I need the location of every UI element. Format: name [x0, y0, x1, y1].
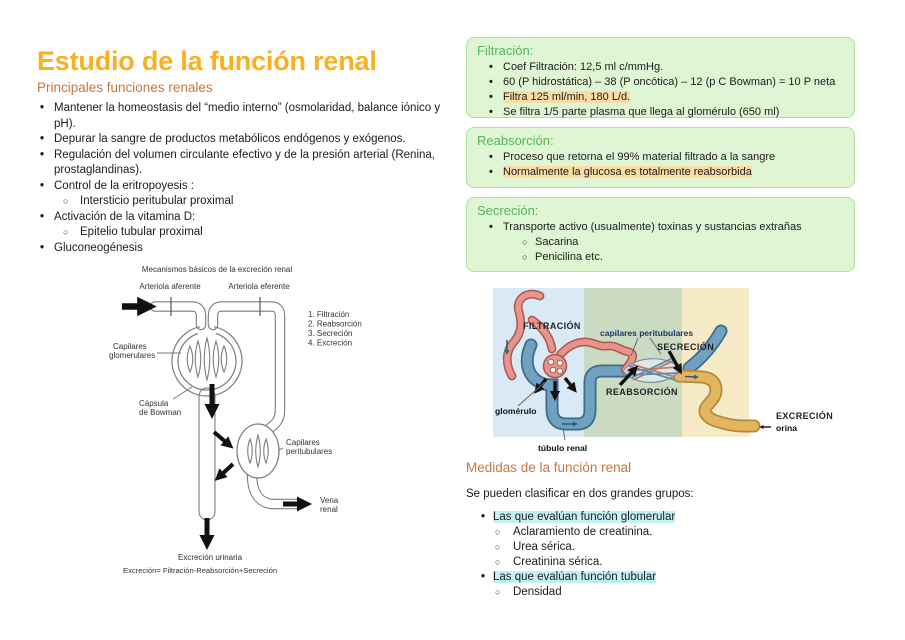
svg-text:4. Excreción: 4. Excreción	[308, 338, 353, 348]
svg-text:Capilares: Capilares	[113, 342, 147, 351]
info-box-reabsorcion	[466, 127, 855, 188]
label-arteriola-aferente: Arteriola aferente	[139, 282, 201, 291]
label-capilares-glomerulares	[109, 342, 155, 360]
glomerulus	[544, 355, 567, 378]
svg-text:renal: renal	[320, 505, 338, 514]
label-excrecion: EXCRECIÓN	[776, 411, 834, 421]
list-subitem: ○ Intersticio peritubular proximal	[40, 194, 452, 210]
svg-text:Capilares: Capilares	[286, 438, 320, 447]
list-item: • Proceso que retorna el 99% material filtrado a la sangre	[489, 150, 844, 165]
measures-list	[480, 510, 860, 600]
label-tubulo-renal: túbulo renal	[538, 443, 588, 453]
tube-cores	[155, 307, 299, 505]
list-item: • Gluconeogénesis	[40, 241, 452, 257]
svg-text:3. Secreción: 3. Secreción	[308, 329, 353, 338]
label-filtracion: FILTRACIÓN	[523, 321, 581, 331]
right-diagram-nefrona-color	[490, 285, 890, 460]
excretion-formula: Excreción= Filtración-Reabsorción+Secreción	[123, 566, 278, 575]
label-capsula-bowman	[139, 399, 181, 417]
label-capilares-peritubulares: capilares peritubulares	[600, 328, 694, 338]
list-item: • Transporte activo (usualmente) toxinas y sustancias extrañas	[489, 220, 844, 235]
label-orina: orina	[776, 423, 798, 433]
svg-text:peritubulares: peritubulares	[286, 447, 333, 456]
list-item: • Depurar la sangre de productos metabólicos endógenos y exógenos.	[40, 132, 452, 148]
page-title: Estudio de la función renal	[37, 46, 377, 77]
box-title: Secreción:	[477, 203, 539, 218]
box-title: Filtración:	[477, 43, 534, 58]
list-item-highlighted: • Las que evalúan función glomerular	[480, 510, 860, 525]
list-subitem: ○ Urea sérica.	[480, 540, 860, 555]
svg-text:de Bowman: de Bowman	[139, 408, 182, 417]
list-item: • Activación de la vitamina D:	[40, 210, 452, 226]
info-box-filtracion	[466, 37, 855, 118]
left-diagram-excrecion-renal	[95, 258, 425, 588]
left-diagram-title: Mecanismos básicos de la excreción renal	[141, 265, 293, 274]
label-glomerulo: glomérulo	[495, 406, 537, 416]
label-capilares-peritubulares	[286, 438, 332, 456]
measures-intro-text: Se pueden clasificar en dos grandes grupos:	[466, 488, 694, 500]
list-subitem: ○ Epitelio tubular proximal	[40, 225, 452, 241]
list-item: • Se filtra 1/5 parte plasma que llega al glomérulo (650 ml)	[489, 105, 844, 120]
steps-list	[308, 310, 362, 348]
svg-text:1. Filtración: 1. Filtración	[308, 310, 350, 319]
svg-text:2. Reabsorción: 2. Reabsorción	[308, 319, 362, 329]
section-heading-funciones: Principales funciones renales	[37, 80, 213, 95]
section-heading-medidas: Medidas de la función renal	[466, 460, 632, 475]
renal-functions-list	[40, 101, 452, 256]
label-excrecion-urinaria: Excreción urinaria	[177, 553, 243, 562]
peritubular-capillaries	[237, 424, 279, 478]
label-vena-renal	[320, 496, 339, 514]
list-item-highlighted: • Normalmente la glucosa es totalmente reabsorbida	[489, 165, 844, 180]
glomerular-capillaries	[187, 338, 227, 380]
label-reabsorcion: REABSORCIÓN	[606, 387, 678, 397]
list-subitem: ○ Densidad	[480, 585, 860, 600]
list-subitem: ○ Penicilina etc.	[489, 250, 844, 265]
svg-text:Vena: Vena	[320, 496, 339, 505]
list-item: • Coef Filtración: 12,5 ml c/mmHg.	[489, 60, 844, 75]
list-subitem: ○ Creatinina sérica.	[480, 555, 860, 570]
list-item: • Regulación del volumen circulante efectivo y de la presión arterial (Renina, prostaglandinas).	[40, 148, 452, 179]
info-box-secrecion	[466, 197, 855, 272]
svg-text:glomerulares: glomerulares	[109, 351, 156, 360]
list-subitem: ○ Aclaramiento de creatinina.	[480, 525, 860, 540]
list-item: • 60 (P hidrostática) – 38 (P oncótica) – 12 (p C Bowman) = 10 P neta	[489, 75, 844, 90]
list-item-highlighted: • Filtra 125 ml/min, 180 L/d.	[489, 90, 844, 105]
label-secrecion: SECRECIÓN	[657, 342, 715, 352]
list-item: • Mantener la homeostasis del “medio interno” (osmolaridad, balance iónico y pH).	[40, 101, 452, 132]
box-title: Reabsorción:	[477, 133, 554, 148]
list-subitem: ○ Sacarina	[489, 235, 844, 250]
label-arteriola-eferente: Arteriola eferente	[228, 282, 290, 291]
list-item: • Control de la eritropoyesis :	[40, 179, 452, 195]
svg-text:Cápsula: Cápsula	[139, 399, 169, 408]
list-item-highlighted: • Las que evalúan función tubular	[480, 570, 860, 585]
